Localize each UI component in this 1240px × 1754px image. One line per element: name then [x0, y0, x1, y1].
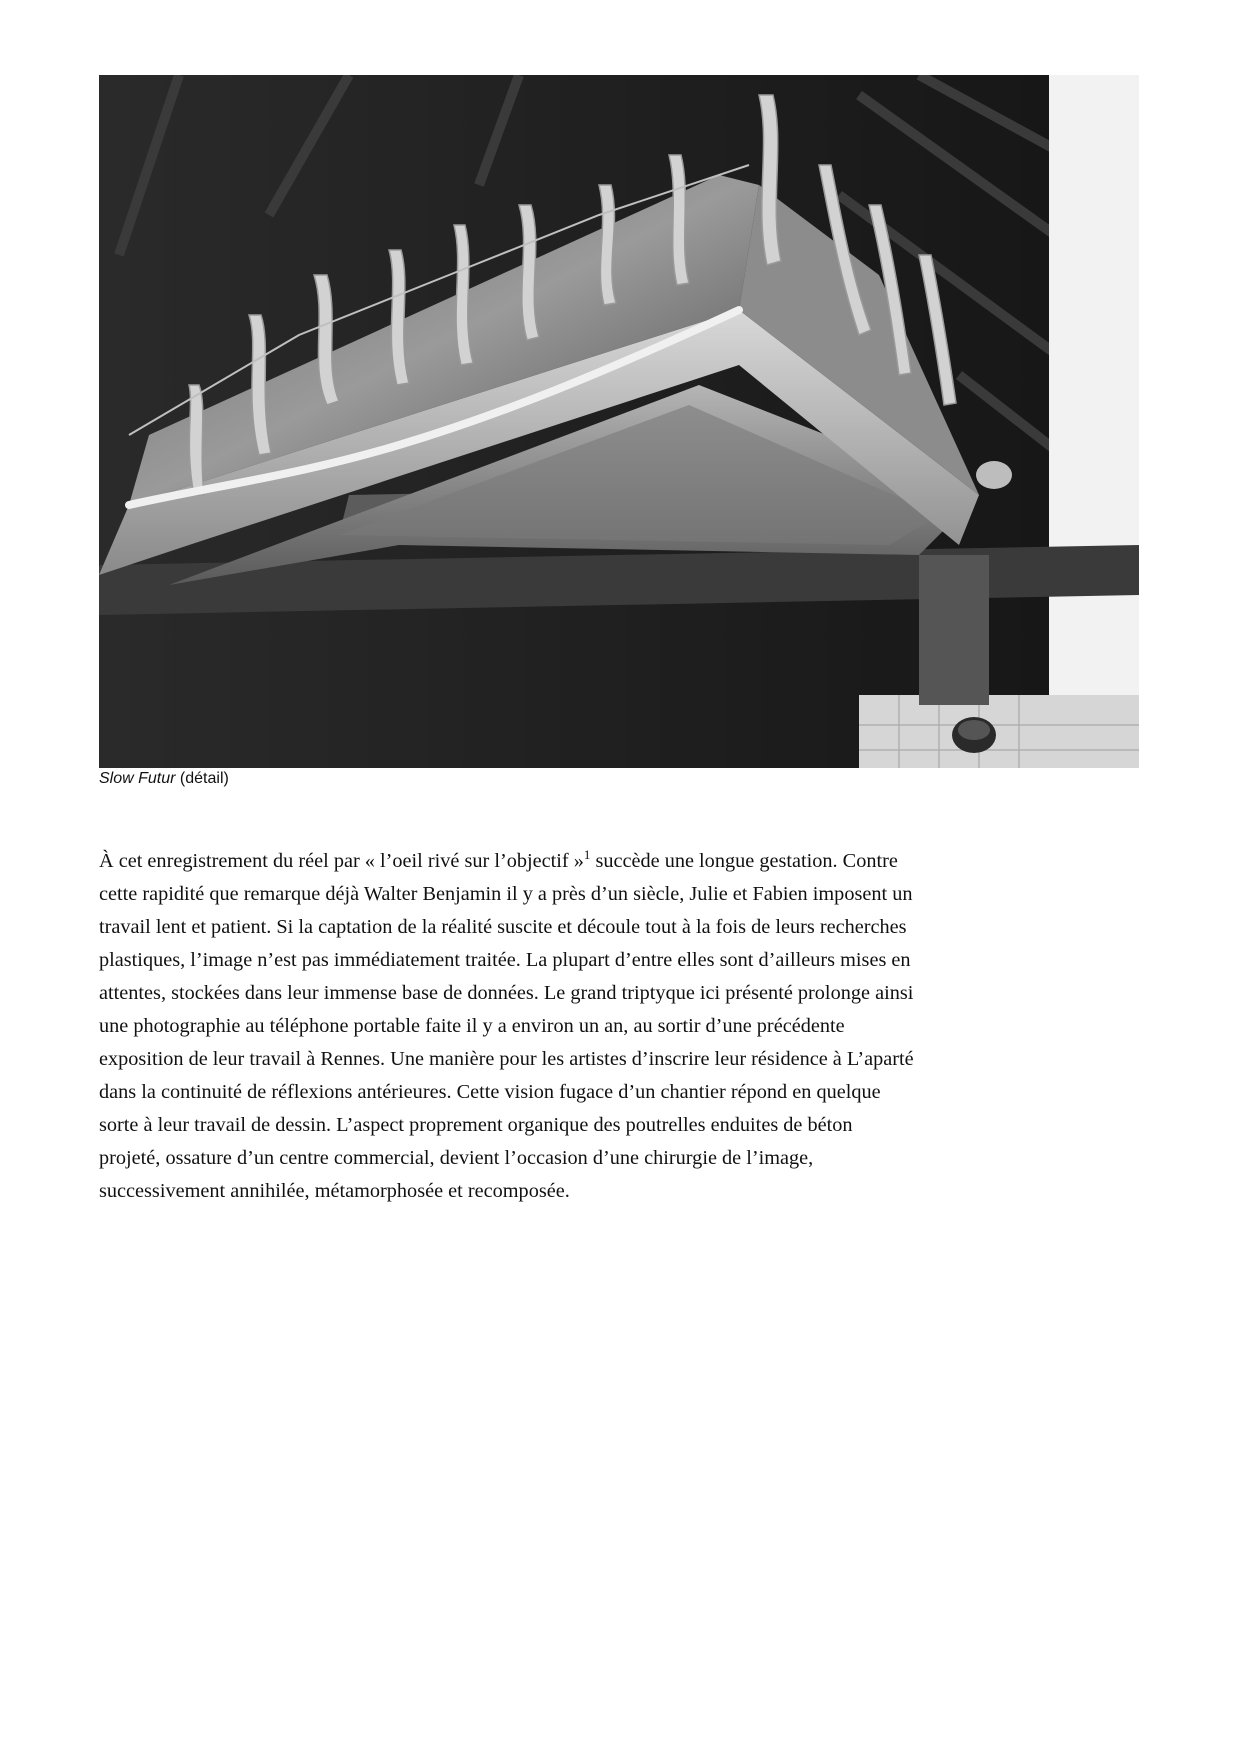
- beam-knot: [976, 461, 1012, 489]
- paragraph-line: dans la continuité de réflexions antérieures. Cette vision fugace d’un chantier répond en quelque: [99, 1081, 881, 1103]
- paragraph-line: attentes, stockées dans leur immense base de données. Le grand triptyque ici présenté prolonge ainsi: [99, 982, 914, 1004]
- paragraph-line: successivement annihilée, métamorphosée et recomposée.: [99, 1180, 570, 1202]
- paragraph-line: sorte à leur travail de dessin. L’aspect proprement organique des poutrelles enduites de béton: [99, 1114, 853, 1136]
- artwork-photo: [99, 75, 1139, 768]
- paragraph-line: projeté, ossature d’un centre commercial, devient l’occasion d’une chirurgie de l’image,: [99, 1147, 814, 1169]
- figure-caption: [99, 770, 229, 788]
- paragraph-line: une photographie au téléphone portable faite il y a environ un an, au sortir d’une précédente: [99, 1015, 845, 1037]
- gallery-wall: [1049, 75, 1139, 768]
- tiled-wall: [859, 695, 1139, 768]
- caption-title: Slow Futur: [99, 770, 176, 787]
- paragraph-line: travail lent et patient. Si la captation de la réalité suscite et découle tout à la fois de leurs recherches: [99, 916, 907, 938]
- paragraph-line: À cet enregistrement du réel par « l’oeil rivé sur l’objectif »$^1$ succède une longue gestation. Contre: [99, 847, 898, 872]
- paragraph-line: exposition de leur travail à Rennes. Une manière pour les artistes d’inscrire leur résidence à L’aparté: [99, 1048, 914, 1070]
- artwork-photo-drawing: [99, 75, 1139, 768]
- paragraph-line: cette rapidité que remarque déjà Walter Benjamin il y a près d’un siècle, Julie et Fabien imposent un: [99, 883, 913, 905]
- footnote-marker[interactable]: 1: [583, 847, 591, 863]
- body-paragraph: [99, 845, 1144, 1208]
- paragraph-line: plastiques, l’image n’est pas immédiatement traitée. La plupart d’entre elles sont d’ailleurs mises en: [99, 949, 911, 971]
- caption-suffix: (détail): [175, 770, 229, 787]
- concrete-pillar: [919, 555, 989, 705]
